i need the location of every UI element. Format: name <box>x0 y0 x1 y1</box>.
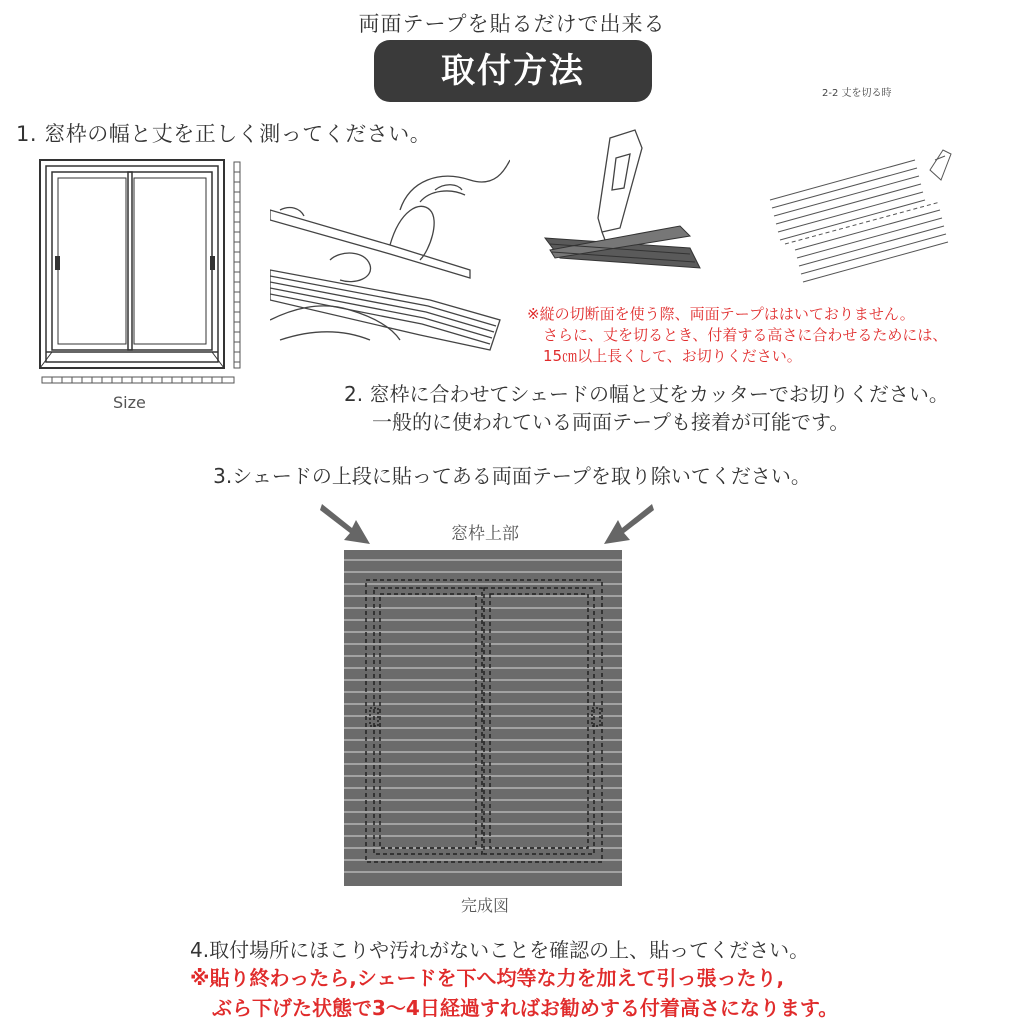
cut-warning-line2: さらに、丈を切るとき、付着する高さに合わせるためには、 <box>543 326 948 344</box>
cut-warning-line3: 15㎝以上長くして、お切りください。 <box>543 347 802 365</box>
cut-warning-note <box>527 304 947 367</box>
window-frame-illustration <box>36 156 248 392</box>
final-warning-line1: ※貼り終わったら,シェードを下へ均等な力を加えて引っ張ったり, <box>190 966 785 990</box>
step3-text: 3.シェードの上段に貼ってある両面テープを取り除いてください。 <box>213 464 811 488</box>
final-warning-line2: ぶら下げた状態で3〜4日経過すればお勧めする付着高さになります。 <box>212 996 839 1020</box>
frame-top-label: 窓枠上部 <box>451 524 519 544</box>
peeling-tape-illustration <box>270 150 510 370</box>
step2-text <box>344 380 949 436</box>
step4-text: 4.取付場所にほこりや汚れがないことを確認の上、貼ってください。 <box>190 938 810 962</box>
cut-length-note: 2-2 丈を切る時 <box>822 88 892 99</box>
completed-shade-illustration <box>344 550 622 886</box>
final-warning <box>190 963 838 1023</box>
shade-cut-illustration <box>765 140 955 290</box>
step1-text: 1. 窓枠の幅と丈を正しく測ってください。 <box>16 122 432 146</box>
completed-label: 完成図 <box>460 896 509 915</box>
step2-line2: 一般的に使われている両面テープも接着が可能です。 <box>372 410 850 434</box>
cutter-illustration <box>540 128 710 288</box>
subtitle: 両面テープを貼るだけで出来る <box>358 12 666 36</box>
cut-warning-line1: ※縦の切断面を使う際、両面テープははいておりません。 <box>527 305 915 323</box>
size-label: Size <box>113 393 146 412</box>
page-title: 取付方法 <box>374 40 652 102</box>
step2-line1: 2. 窓枠に合わせてシェードの幅と丈をカッターでお切りください。 <box>344 382 949 406</box>
